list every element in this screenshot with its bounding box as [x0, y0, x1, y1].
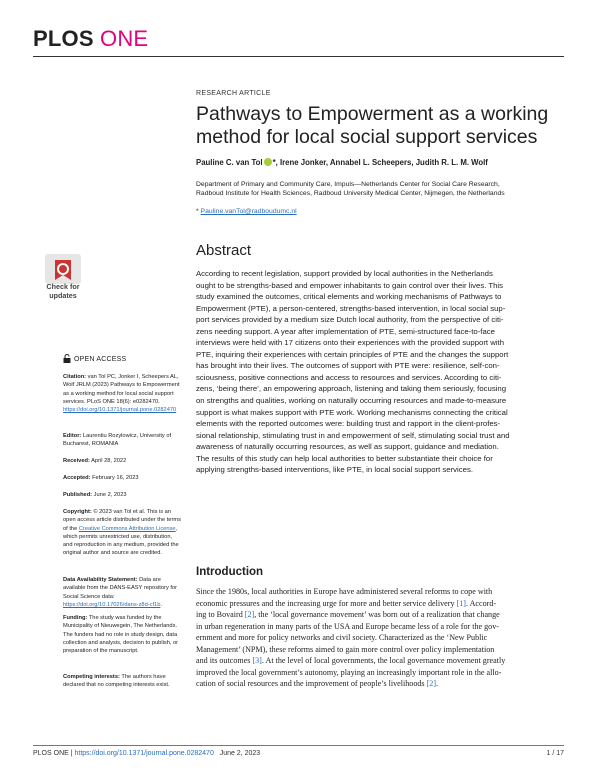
citation-block	[63, 373, 181, 414]
introduction-line	[196, 644, 566, 656]
open-access-text: OPEN ACCESS	[74, 356, 127, 363]
data-availability-text: Data are available from the DANS-EASY repository for Social Science data:	[63, 577, 178, 600]
introduction-line	[196, 621, 566, 633]
data-availability-block	[63, 576, 181, 609]
affiliation-line-2: Radboud Institute for Health Sciences, Radboud University Medical Center, Nijmegen, the Netherlands	[196, 190, 505, 198]
accepted-block	[63, 474, 181, 482]
introduction-line	[196, 586, 566, 598]
abstract-line: awareness of naturally occurring resources, as well as support, guidance and mediation.	[196, 442, 499, 452]
email-link[interactable]: Pauline.vanTol@radboudumc.nl	[200, 208, 297, 215]
introduction-text: ernment and more for policy networks and civil society. Characterized as the ‘New Public	[196, 633, 488, 642]
footer-doi-link[interactable]: https://doi.org/10.1371/journal.pone.0282470	[74, 750, 214, 757]
corresponding-email	[196, 208, 566, 215]
abstract-line: applying strengths-based interventions, like PTE, in local social support services.	[196, 465, 473, 475]
accepted-label: Accepted:	[63, 475, 91, 481]
introduction-text: and its outcomes	[196, 656, 253, 665]
abstract-line: interviews were held with 17 citizens onto their experiences with the provided support with	[196, 338, 505, 348]
competing-interests-block	[63, 673, 181, 690]
received-text: April 28, 2022	[89, 458, 127, 464]
footer	[33, 750, 260, 757]
introduction-heading: Introduction	[196, 566, 264, 578]
citation-label: Citation:	[63, 374, 87, 380]
abstract-line: ought to be strengths-based and empower inhabitants to gain control over their lives. This	[196, 280, 504, 290]
badge-line-1: Check for	[46, 282, 80, 291]
first-author[interactable]: Pauline C. van Tol	[196, 158, 263, 167]
copyright-text-end: , which permits unrestricted use, distribution, and reproduction in any medium, provided the original author and source are credited.	[63, 525, 179, 557]
introduction-text: Management’ (NPM), these reforms aimed to gain more control over policy implementation	[196, 644, 495, 654]
abstract-line: Empowerment (PTE), a person-centered, strengths-based intervention, in local social sup-	[196, 303, 506, 313]
competing-interests-text: The authors have declared that no competing interests exist.	[63, 674, 170, 689]
check-for-updates-label[interactable]	[33, 283, 93, 300]
other-authors: *, Irene Jonker, Annabel L. Scheepers, Judith R. L. M. Wolf	[272, 158, 488, 167]
published-label: Published:	[63, 492, 93, 498]
author-list	[196, 158, 566, 167]
citation-doi-link[interactable]: https://doi.org/10.1371/journal.pone.0282470	[63, 407, 177, 413]
abstract-body	[196, 268, 566, 476]
introduction-text: economic pressures and the increasing urge for more and better service delivery	[196, 598, 457, 608]
reference-link[interactable]: [2]	[244, 610, 255, 619]
header-divider	[33, 56, 564, 57]
editor-label: Editor:	[63, 433, 82, 439]
reference-link[interactable]: [2]	[426, 679, 437, 688]
abstract-line: elements with the reported outcomes were: building trust and rapport in the client-profes-	[196, 419, 501, 429]
open-access-label	[63, 354, 181, 364]
abstract-line: sciousness, positive connections and access to resources and services. According to citi-	[196, 372, 502, 382]
funding-text: The study was funded by the Municipality of Nieuwegein, The Netherlands. The funders had no role in study design, data collection and analysis, decision to publish, or preparation of the manuscript.	[63, 615, 179, 654]
abstract-line: PTE, inquiring their experiences with certain principles of PTE and the changes the support	[196, 349, 509, 359]
funding-block	[63, 614, 181, 655]
journal-logo	[33, 26, 148, 52]
received-block	[63, 457, 181, 465]
introduction-line	[196, 655, 566, 667]
affiliation	[196, 180, 566, 199]
abstract-line: sional relationship, stimulating trust in and empowerment of self, stimulating social trust and	[196, 430, 510, 440]
copyright-label: Copyright:	[63, 509, 92, 515]
abstract-line: has brought into their lives. The outcomes of support with PTE were: resilience, self-con-	[196, 361, 500, 371]
orcid-icon[interactable]	[264, 158, 272, 166]
copyright-text: © 2023 van Tol et al. This is an open access article distributed under the terms of the	[63, 509, 181, 532]
badge-line-2: updates	[49, 290, 77, 300]
data-availability-label: Data Availability Statement:	[63, 577, 138, 583]
citation-text: van Tol PC, Jonker I, Scheepers AL, Wolf JRLM (2023) Pathways to Empowerment as a working method for local social support services. PLoS ONE 18(6): e0282470.	[63, 374, 180, 405]
funding-label: Funding:	[63, 615, 88, 621]
introduction-text: ing to Bovaird	[196, 610, 245, 619]
abstract-heading: Abstract	[196, 242, 252, 259]
email-asterisk: *	[196, 208, 201, 215]
journal-name-one: ONE	[100, 26, 149, 51]
abstract-line: study examined the outcomes, critical elements and working mechanisms of Pathways to	[196, 292, 502, 302]
title-line-1: Pathways to Empowerment as a working	[196, 103, 549, 125]
introduction-text: Since the 1980s, local authorities in Europe have administered several reforms to cope with	[196, 587, 493, 596]
reference-link[interactable]: [3]	[252, 656, 262, 665]
abstract-line: port services provided by a medium size Dutch local authority, from the perspective of citi-	[196, 315, 504, 325]
open-lock-icon	[63, 354, 71, 363]
abstract-line: on strengths and qualities, working on naturally occurring resources and made-to-measure	[196, 396, 507, 406]
abstract-line: zens, ‘being there’, an empowering approach, listening and taking them seriously, focusing	[196, 384, 507, 394]
abstract-line: According to recent legislation, support provided by local authorities in the Netherlands	[196, 269, 493, 278]
published-block	[63, 491, 181, 499]
license-link[interactable]: Creative Commons Attribution License	[78, 525, 176, 532]
article-category: RESEARCH ARTICLE	[196, 90, 271, 97]
accepted-text: February 16, 2023	[90, 475, 139, 481]
introduction-body	[196, 586, 566, 690]
introduction-line	[196, 609, 566, 621]
journal-name-plos: PLOS	[33, 26, 94, 51]
editor-block	[63, 432, 181, 449]
title-line-2: method for local social support services	[196, 125, 538, 148]
data-doi-link[interactable]: https://doi.org/10.17026/dans-z8d-cf1b	[63, 601, 161, 608]
introduction-text: improved the local government’s autonomy, playing an increasingly important role in the allo-	[196, 667, 502, 677]
copyright-block	[63, 508, 181, 558]
footer-divider	[33, 745, 564, 746]
introduction-line	[196, 632, 566, 644]
page-number: 1 / 17	[546, 750, 564, 757]
affiliation-line-1: Department of Primary and Community Care, Impuls—Netherlands Center for Social Care Research,	[196, 181, 500, 188]
reference-link[interactable]: [1]	[456, 598, 466, 608]
data-availability-end: .	[160, 601, 162, 608]
introduction-line	[196, 598, 566, 610]
introduction-text: cation of social resources and the improvement of people’s livelihoods	[196, 679, 427, 688]
introduction-text: in urban regeneration in many parts of the USA and Europe became less of a role for the gov-	[196, 621, 499, 631]
abstract-line: zens needing support. A year after implementation of PTE, semi-structured face-to-face	[196, 326, 495, 336]
introduction-text: , the ‘local governance movement’ was born out of a realization that change	[254, 610, 500, 619]
abstract-line: support is what makes support with PTE work. Working mechanisms connecting the critical	[196, 407, 508, 417]
introduction-line	[196, 667, 566, 679]
published-text: June 2, 2023	[92, 492, 127, 498]
introduction-text: . Accord-	[465, 598, 497, 608]
abstract-line: The results of this study can help local authorities to better substantiate their choice for	[196, 453, 493, 463]
footer-journal: PLOS ONE |	[33, 750, 75, 757]
introduction-text: .	[436, 679, 439, 688]
editor-text: Laurentiu Rozylowicz, University of Bucharest, ROMANIA	[63, 433, 172, 448]
footer-date: June 2, 2023	[219, 750, 261, 757]
article-title	[196, 103, 566, 148]
introduction-text: . At the level of local governments, the local governance movement greatly	[261, 656, 506, 665]
received-label: Received:	[63, 458, 90, 464]
competing-interests-label: Competing interests:	[63, 674, 120, 680]
introduction-line	[196, 678, 566, 690]
